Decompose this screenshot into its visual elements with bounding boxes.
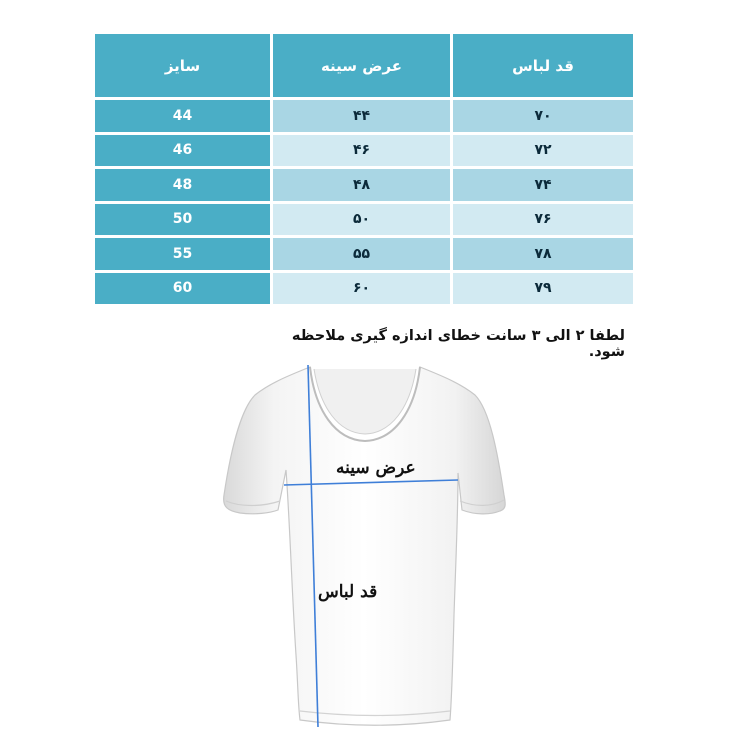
length-cell: ۷۴ [453,169,633,201]
chest-width-cell: ۵۵ [273,238,450,270]
chest-width-cell: ۴۸ [273,169,450,201]
length-cell: ۷۲ [453,135,633,167]
header-size: سایز [95,34,270,97]
size-cell: 48 [95,169,270,201]
length-label: قد لباس [318,582,378,602]
length-cell: ۷۸ [453,238,633,270]
tshirt-image [200,355,530,735]
measurement-tolerance-note: لطفا ۲ الی ۳ سانت خطای اندازه گیری ملاحظه شود. [291,328,625,360]
chest-width-cell: ۴۶ [273,135,450,167]
header-chest-width: عرض سینه [273,34,450,97]
length-cell: ۷۶ [453,204,633,236]
chest-width-label: عرض سینه [336,458,416,478]
size-chart-table [95,34,627,304]
chest-width-cell: ۴۴ [273,100,450,132]
size-cell: 50 [95,204,270,236]
size-cell: 55 [95,238,270,270]
size-cell: 46 [95,135,270,167]
chest-width-cell: ۵۰ [273,204,450,236]
length-cell: ۷۹ [453,273,633,305]
size-cell: 60 [95,273,270,305]
chest-width-cell: ۶۰ [273,273,450,305]
size-cell: 44 [95,100,270,132]
header-length: قد لباس [453,34,633,97]
length-cell: ۷۰ [453,100,633,132]
